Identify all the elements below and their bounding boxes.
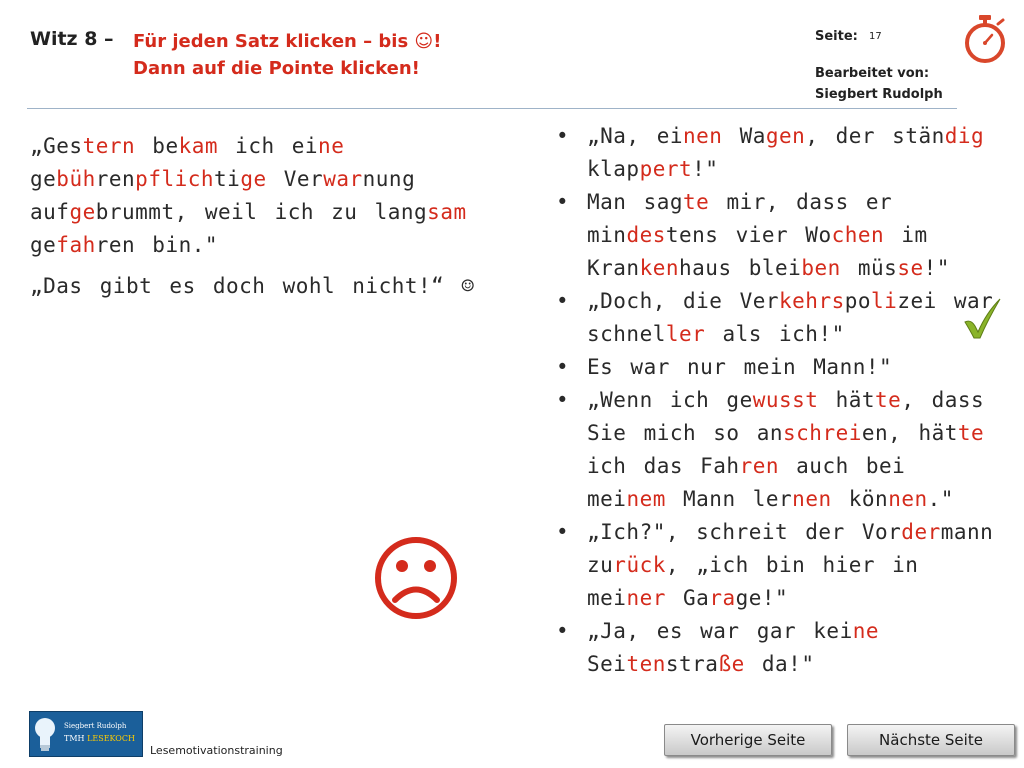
highlighted-syllable: nen (888, 487, 928, 511)
option-text (587, 190, 950, 280)
highlighted-syllable: büh (56, 167, 96, 191)
text-segment: Sei (587, 652, 627, 676)
checkmark-icon (962, 296, 1002, 340)
joke-question[interactable]: „Das gibt es doch wohl nicht!“ ☺ (30, 274, 475, 298)
bullet-icon: • (556, 520, 570, 544)
text-segment: da!" (744, 652, 815, 676)
text-segment: „Na, ei (587, 124, 684, 148)
instructions (133, 28, 441, 82)
highlighted-syllable: wusst (752, 388, 819, 412)
text-segment: ren (95, 167, 136, 191)
option-text (587, 355, 892, 379)
text-segment: Wa (722, 124, 766, 148)
highlighted-syllable: nen (792, 487, 832, 511)
highlighted-syllable: ße (718, 652, 745, 676)
option-text (587, 388, 984, 511)
option-text (587, 520, 993, 610)
highlighted-syllable: rück (613, 553, 666, 577)
bullet-icon: • (556, 388, 570, 412)
bullet-icon: • (556, 355, 570, 379)
highlighted-syllable: tern (82, 134, 136, 158)
highlighted-syllable: nen (683, 124, 723, 148)
text-segment: klap (587, 157, 640, 181)
option-text (587, 124, 984, 181)
text-segment: po (844, 289, 872, 313)
text-segment: Es war nur mein Mann!" (587, 355, 893, 379)
text-segment: mir, dass er min (587, 190, 893, 247)
highlighted-syllable: sam (427, 200, 467, 224)
highlighted-syllable: ge (69, 200, 96, 224)
punchline-options (553, 120, 998, 681)
bullet-icon: • (556, 619, 570, 643)
highlighted-syllable: pert (639, 157, 693, 181)
highlighted-syllable: der (901, 520, 941, 544)
highlighted-syllable: ge (240, 167, 267, 191)
sad-face-icon (373, 535, 459, 621)
text-segment: be (135, 134, 179, 158)
text-segment: ti (214, 167, 241, 191)
text-segment: stra (665, 652, 719, 676)
highlighted-syllable: des (626, 223, 666, 247)
highlighted-syllable: se (897, 256, 924, 280)
text-segment: „Ich?", schreit der Vor (587, 520, 902, 544)
text-segment: ." (927, 487, 954, 511)
text-segment: , dass Sie mich so an (587, 388, 985, 445)
punchline-option[interactable] (553, 615, 998, 681)
text-segment: Ga (665, 586, 710, 610)
highlighted-syllable: li (871, 289, 898, 313)
highlighted-syllable: te (875, 388, 902, 412)
text-segment: en, hät (861, 421, 958, 445)
highlighted-syllable: kam (178, 134, 219, 158)
highlighted-syllable: gen (765, 124, 806, 148)
punchline-option[interactable] (553, 384, 998, 516)
highlighted-syllable: ne (852, 619, 880, 643)
punchline-option[interactable] (553, 516, 998, 615)
logo-brand-name: LESEKOCH (87, 734, 135, 743)
highlighted-syllable: ren (739, 454, 780, 478)
highlighted-syllable: war (323, 167, 363, 191)
highlighted-syllable: ler (665, 322, 706, 346)
instruction-line-1: Für jeden Satz klicken – bis ☺! (133, 31, 442, 52)
highlighted-syllable: nem (626, 487, 666, 511)
header-divider (27, 108, 957, 109)
bullet-icon: • (556, 190, 570, 214)
text-segment: ich ei (218, 134, 319, 158)
punchline-option[interactable] (553, 120, 998, 186)
text-segment: , der stän (805, 124, 945, 148)
text-segment: ich das Fah (587, 454, 740, 478)
highlighted-syllable: te (683, 190, 710, 214)
logo-brand-prefix: TMH (64, 734, 85, 743)
highlighted-syllable: ben (801, 256, 841, 280)
text-segment: kön (831, 487, 889, 511)
editor-name: Siegbert Rudolph (815, 87, 943, 102)
text-segment: im Kran (587, 223, 928, 280)
punchline-option[interactable] (553, 351, 998, 384)
next-page-button[interactable]: Nächste Seite (847, 724, 1015, 756)
stopwatch-icon[interactable] (962, 14, 1008, 64)
bullet-icon: • (556, 124, 570, 148)
text-segment: haus blei (679, 256, 802, 280)
text-segment: brummt, weil ich zu lang (95, 200, 428, 224)
text-segment: mann zu (587, 520, 994, 577)
text-segment: „Ges (30, 134, 83, 158)
highlighted-syllable: schrei (783, 421, 862, 445)
text-segment: „Wenn ich ge (587, 388, 753, 412)
highlighted-syllable: chen (831, 223, 885, 247)
text-segment: ge (30, 167, 57, 191)
text-segment: Mann ler (665, 487, 793, 511)
text-segment: „Ja, es war gar kei (587, 619, 853, 643)
bullet-icon: • (556, 289, 570, 313)
highlighted-syllable: fah (56, 233, 96, 257)
page-label: Seite: (815, 29, 858, 44)
text-segment: , „ich bin hier in mei (587, 553, 919, 610)
text-segment: !" (692, 157, 719, 181)
lesekoch-logo (29, 711, 143, 757)
text-segment: hät (818, 388, 876, 412)
text-segment: nung auf (30, 167, 416, 224)
previous-page-button[interactable]: Vorherige Seite (664, 724, 832, 756)
punchline-option[interactable] (553, 186, 998, 285)
instruction-line-2: Dann auf die Pointe klicken! (133, 58, 420, 79)
page-number: 17 (869, 31, 882, 42)
text-segment: als ich!" (705, 322, 845, 346)
logo-brand (64, 734, 135, 743)
highlighted-syllable: ten (626, 652, 666, 676)
text-segment: müs (840, 256, 898, 280)
highlighted-syllable: dig (944, 124, 985, 148)
option-text (587, 619, 879, 676)
text-segment: Man sag (587, 190, 684, 214)
joke-title: Witz 8 – (30, 28, 114, 50)
text-segment: ge!" (735, 586, 789, 610)
text-segment: zei war schnel (587, 289, 994, 346)
text-segment: „Doch, die Ver (587, 289, 780, 313)
text-segment: ren bin." (95, 233, 219, 257)
highlighted-syllable: ner (626, 586, 666, 610)
highlighted-syllable: ken (639, 256, 680, 280)
edited-by-label: Bearbeitet von: (815, 66, 930, 81)
text-segment: Ver (266, 167, 324, 191)
highlighted-syllable: kehrs (779, 289, 845, 313)
joke-body[interactable] (30, 130, 500, 262)
highlighted-syllable: pflich (135, 167, 215, 191)
option-text (587, 289, 993, 346)
text-segment: auch bei mei (587, 454, 906, 511)
text-segment: !" (923, 256, 950, 280)
text-segment: tens vier Wo (665, 223, 832, 247)
highlighted-syllable: ne (318, 134, 345, 158)
highlighted-syllable: ra (709, 586, 736, 610)
highlighted-syllable: te (957, 421, 985, 445)
punchline-option[interactable] (553, 285, 998, 351)
logo-author: Siegbert Rudolph (64, 722, 127, 730)
text-segment: ge (30, 233, 57, 257)
lightbulb-icon (34, 716, 56, 754)
footer-label: Lesemotivationstraining (150, 744, 283, 757)
